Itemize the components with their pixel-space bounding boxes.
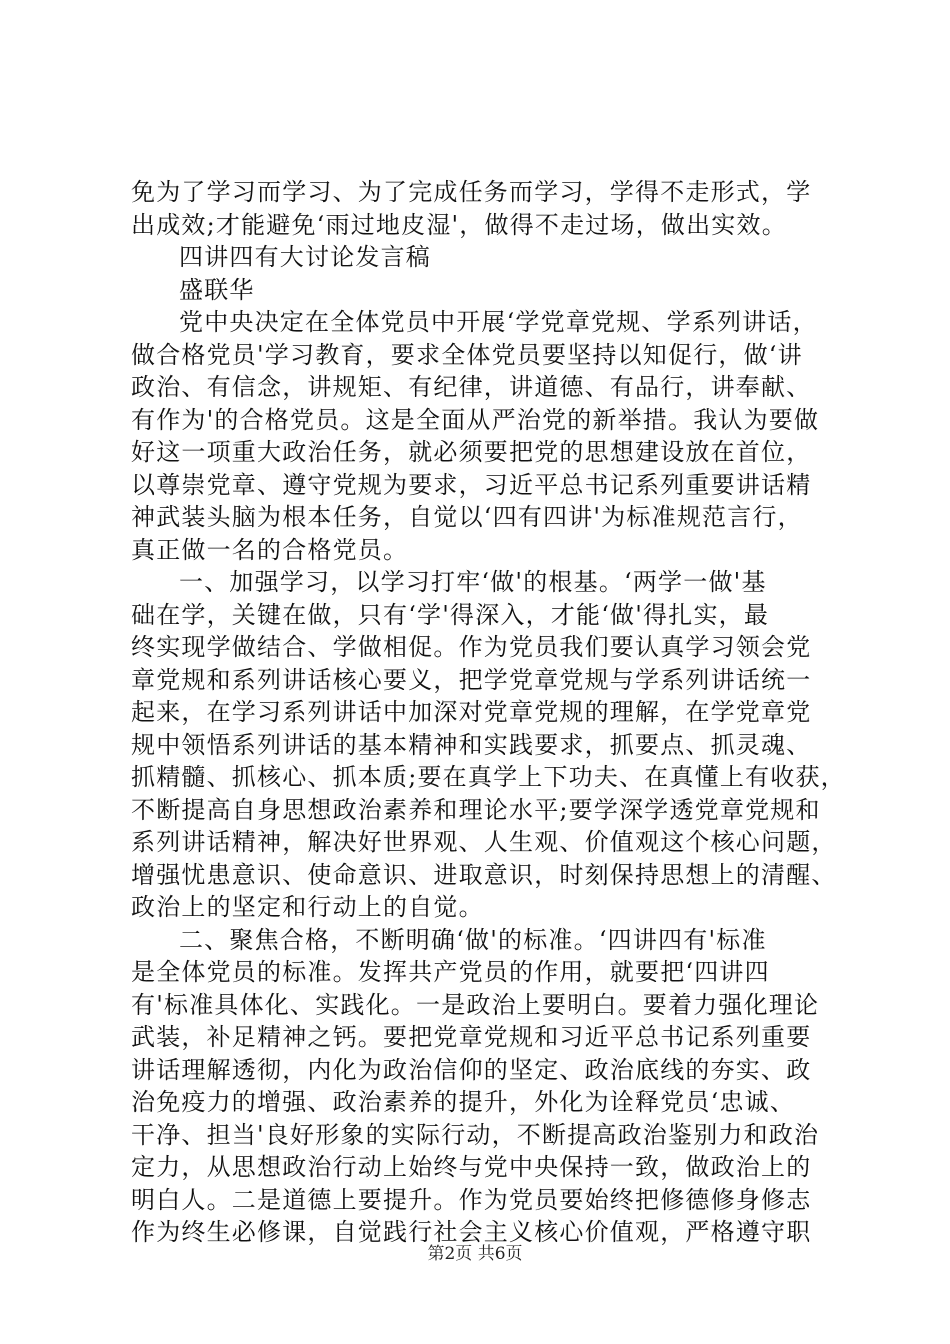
text-line: 规中领悟系列讲话的基本精神和实践要求，抓要点、抓灵魂、 [131, 730, 812, 759]
text-line: 定力，从思想政治行动上始终与党中央保持一致，做政治上的 [131, 1153, 812, 1181]
text-line: 出成效;才能避免‘雨过地皮湿'，做得不走过场，做出实效。 [131, 210, 787, 239]
text-line: 做合格党员'学习教育，要求全体党员要坚持以知促行，做‘讲 [131, 340, 803, 369]
page-number-label: 第2页 共6页 [427, 1244, 523, 1264]
text-line: 政治上的坚定和行动上的自觉。 [131, 893, 484, 921]
text-line: 终实现学做结合、学做相促。作为党员我们要认真学习领会党 [131, 633, 812, 661]
text-line: 作为终生必修课，自觉践行社会主义核心价值观，严格遵守职 [131, 1218, 812, 1246]
text-line: 治免疫力的增强、政治素养的提升，外化为诠释党员‘忠诚、 [131, 1088, 796, 1116]
text-line: 真正做一名的合格党员。 [131, 535, 409, 564]
text-line: 武装，补足精神之钙。要把党章党规和习近平总书记系列重要 [131, 1023, 812, 1051]
text-line: 盛联华 [179, 275, 255, 304]
text-line: 一、加强学习，以学习打牢‘做'的根基。‘两学一做'基 [179, 568, 767, 596]
text-line: 抓精髓、抓核心、抓本质;要在真学上下功夫、在真懂上有收获， [131, 763, 846, 791]
text-line: 有作为'的合格党员。这是全面从严治党的新举措。我认为要做 [131, 405, 820, 434]
text-line: 好这一项重大政治任务，就必须要把党的思想建设放在首位， [131, 438, 812, 466]
text-line: 起来，在学习系列讲话中加深对党章党规的理解，在学党章党 [131, 698, 812, 726]
text-line: 有'标准具体化、实践化。一是政治上要明白。要着力强化理论 [131, 990, 820, 1019]
text-line: 明白人。二是道德上要提升。作为党员要始终把修德修身修志 [131, 1185, 812, 1214]
text-line: 章党规和系列讲话核心要义，把学党章党规与学系列讲话统一 [131, 665, 812, 694]
text-line: 以尊崇党章、遵守党规为要求，习近平总书记系列重要讲话精 [131, 470, 812, 499]
text-line: 不断提高自身思想政治素养和理论水平;要学深学透党章党规和 [131, 795, 821, 824]
text-line: 础在学，关键在做，只有‘学'得深入，才能‘做'得扎实，最 [131, 600, 770, 629]
text-line: 免为了学习而学习、为了完成任务而学习，学得不走形式，学 [131, 178, 812, 206]
text-line: 四讲四有大讨论发言稿 [179, 243, 431, 271]
text-line: 神武装头脑为根本任务，自觉以‘四有四讲'为标准规范言行， [131, 503, 803, 531]
document-body [131, 176, 846, 1249]
text-line: 增强忧患意识、使命意识、进取意识，时刻保持思想上的清醒、 [131, 860, 837, 889]
text-line: 是全体党员的标准。发挥共产党员的作用，就要把‘四讲四 [131, 958, 770, 986]
text-line: 系列讲话精神，解决好世界观、人生观、价值观这个核心问题， [131, 828, 837, 856]
text-line: 党中央决定在全体党员中开展‘学党章党规、学系列讲话， [179, 308, 818, 336]
text-line: 政治、有信念，讲规矩、有纪律，讲道德、有品行，讲奉献、 [131, 373, 812, 401]
text-line: 讲话理解透彻，内化为政治信仰的坚定、政治底线的夯实、政 [131, 1055, 812, 1084]
text-line: 干净、担当'良好形象的实际行动，不断提高政治鉴别力和政治 [131, 1120, 820, 1149]
page-footer [0, 1239, 950, 1264]
text-line: 二、聚焦合格，不断明确‘做'的标准。‘四讲四有'标准 [179, 925, 767, 954]
